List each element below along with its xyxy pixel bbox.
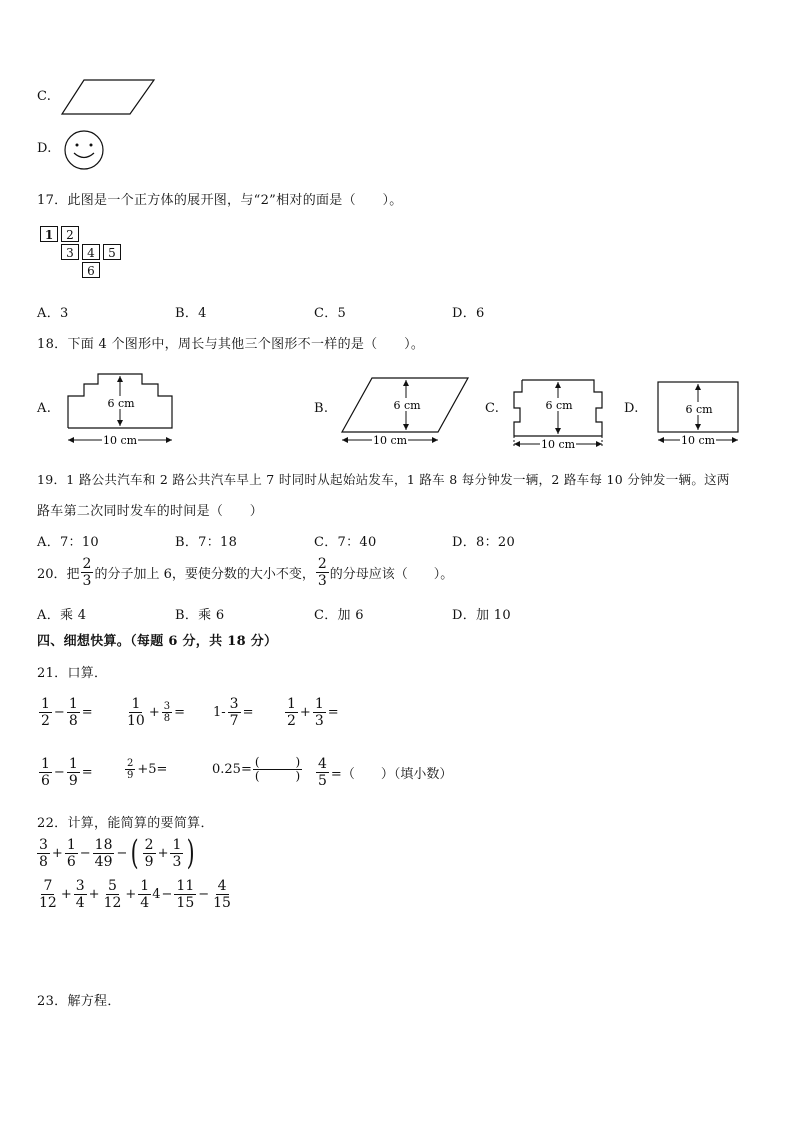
q20-part2: 的分子加上 6，要使分数的大小不变， [94, 567, 315, 582]
q21-expr-5: $\frac{1}{6}$ − $\frac{1}{9}$ = [41, 756, 93, 789]
smiley-face-figure [62, 130, 106, 170]
option-d-label: D. [37, 141, 52, 156]
q18-b-width-label: 10 cm [372, 434, 408, 447]
q18-label-d: D. [624, 401, 639, 416]
cube-net [40, 226, 130, 282]
q22-title: 22．计算，能简算的要简算． [37, 816, 214, 831]
section-4-title: 四、细想快算。（每题 6 分，共 18 分） [37, 634, 278, 649]
q17-option-c: C．5 [314, 306, 347, 321]
q20-option-b: B．乘 6 [175, 608, 225, 623]
q21-expr-2: $\frac{1}{10}$ + $\frac{3}{8}$ = [127, 696, 186, 729]
q17-option-d: D．6 [452, 306, 485, 321]
net-cell-3: 3 [61, 244, 79, 260]
q18-label-a: A. [37, 401, 52, 416]
q18-a-width-label: 10 cm [102, 434, 138, 447]
q19-option-d: D．8：20 [452, 535, 516, 550]
q23-title: 23．解方程． [37, 994, 121, 1009]
q21-title: 21．口算． [37, 666, 108, 681]
q18-label-c: C. [485, 401, 500, 416]
q21-expr-8: $\frac{4}{5}$ =（ ）（填小数） [318, 756, 453, 789]
net-cell-4: 4 [82, 244, 100, 260]
q19-option-c: C．7：40 [314, 535, 377, 550]
q20-part3: 的分母应该（ ）。 [329, 567, 454, 582]
net-cell-2: 2 [61, 226, 79, 242]
q18-b-height-label: 6 cm [393, 399, 421, 412]
q20-option-a: A．乘 4 [37, 608, 87, 623]
q20-fraction-2: $\frac{2}{3}$ [317, 556, 327, 589]
q22-expr-2: $\frac{7}{12}$ + $\frac{3}{4}$ + $\frac{5}{12}$ + $\frac{1}{4}$ 4 − $\frac{11}{15}$ − $\frac{4}{15}$ [39, 878, 231, 911]
q19-line2: 路车第二次同时发车的时间是（ ） [37, 504, 264, 519]
q19-option-a: A．7：10 [37, 535, 100, 550]
q20-part1: 20．把 [37, 567, 80, 582]
q21-expr-1: $\frac{1}{2}$ − $\frac{1}{8}$ = [41, 696, 93, 729]
q18-label-b: B. [314, 401, 329, 416]
q20-option-d: D．加 10 [452, 608, 511, 623]
net-cell-5: 5 [103, 244, 121, 260]
q21-expr-6: $\frac{2}{9}$ +5= [127, 758, 168, 781]
parallelogram-figure [60, 78, 156, 116]
q18-c-height-label: 6 cm [545, 399, 573, 412]
q18-figure-d-rectangle [650, 372, 750, 448]
q17-option-a: A．3 [37, 306, 69, 321]
q21-expr-4: $\frac{1}{2}$ + $\frac{1}{3}$ = [287, 696, 339, 729]
q18-figure-c-notched [506, 374, 610, 454]
option-c-label: C. [37, 89, 52, 104]
q19-line1: 19．1 路公共汽车和 2 路公共汽车早上 7 时同时从起始站发车，1 路车 8 每分钟发一辆，2 路车每 10 分钟发一辆。这两 [37, 472, 730, 487]
q21-expr-3: 1- $\frac{3}{7}$ = [213, 696, 254, 729]
q18-d-height-label: 6 cm [685, 403, 713, 416]
q21-expr-7: 0.25= $\frac{( )}{( )}$ [212, 755, 301, 783]
q18-c-width-label: 10 cm [540, 438, 576, 451]
q18-a-height-label: 6 cm [107, 397, 135, 410]
net-cell-6: 6 [82, 262, 100, 278]
q18-figure-b-parallelogram [340, 372, 472, 448]
q17-text: 17．此图是一个正方体的展开图，与“2”相对的面是（ ）。 [37, 193, 403, 208]
q20-fraction-1: $\frac{2}{3}$ [82, 556, 92, 589]
q20-option-c: C．加 6 [314, 608, 364, 623]
q18-figure-a-stepped [62, 370, 180, 450]
net-cell-1: 1 [40, 226, 58, 242]
q18-text: 18．下面 4 个图形中，周长与其他三个图形不一样的是（ ）。 [37, 337, 425, 352]
q22-expr-1: $\frac{3}{8}$ + $\frac{1}{6}$ − $\frac{18}{49}$ − ( $\frac{2}{9}$ + $\frac{1}{3}$ ) [39, 833, 196, 873]
q20-text [37, 556, 453, 589]
q18-d-width-label: 10 cm [680, 434, 716, 447]
q17-option-b: B．4 [175, 306, 207, 321]
q19-option-b: B．7：18 [175, 535, 238, 550]
